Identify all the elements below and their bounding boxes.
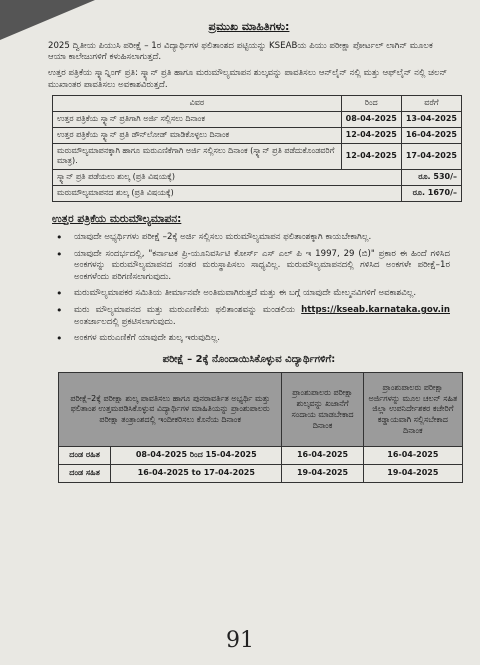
header-update-deadline: ಪರೀಕ್ಷೆ–2ಕ್ಕೆ ಪರೀಕ್ಷಾ ಶುಲ್ಕ ಪಾವತಿಸಲು ಹಾಗೂ ಪುನರಾವರ್ತಿತ ಅಭ್ಯರ್ಥಿ ಮತ್ತು ಫಲಿತಾಂಶ ಉತ್ತಮಪಡಿಸಿಕೊಳ್ಳುವ ವಿದ್ಯಾರ್ಥಿಗಳ ಮಾಹಿತಿಯನ್ನು ಪ್ರಾಂಶುಪಾಲರು ಪರೀಕ್ಷಾ ತಂತ್ರಾಂಶದಲ್ಲಿ ಇಂದೀಕರಿಸಲು ಕೊನೆಯ ದಿನಾಂಕ (59, 373, 282, 447)
fee-label: ಮರುಮೌಲ್ಯಮಾಪನದ ಶುಲ್ಕ (ಪ್ರತಿ ವಿಷಯಕ್ಕೆ) (53, 186, 402, 202)
table-row (53, 143, 462, 170)
table-row (59, 447, 463, 465)
row-payment-date: 16-04-2025 (282, 447, 363, 465)
row-from-date: 12-04-2025 (341, 127, 401, 143)
table-row (59, 465, 463, 483)
header-from: ರಿಂದ (341, 96, 401, 112)
row-submission-date: 16-04-2025 (363, 447, 462, 465)
schedule-table (52, 95, 462, 202)
row-from-date: 08-04-2025 (341, 112, 401, 128)
list-item-tail: ಅಂತರ್ಜಾಲದಲ್ಲಿ ಪ್ರಕಟಿಸಲಾಗುವುದು. (74, 316, 176, 327)
header-treasury-payment: ಪ್ರಾಂಶುಪಾಲರು ಪರೀಕ್ಷಾ ಶುಲ್ಕವನ್ನು ಖಜಾನೆಗೆ ಸಂದಾಯ ಮಾಡಬೇಕಾದ ದಿನಾಂಕ (282, 373, 363, 447)
header-submission-deadline: ಪ್ರಾಂಶುಪಾಲರು ಪರೀಕ್ಷಾ ಅರ್ಜಿಗಳನ್ನು ಮೂಲ ಚಲನ್ ಸಹಿತ ಜಿಲ್ಲಾ ಉಪನಿರ್ದೇಶಕರ ಕಚೇರಿಗೆ ಕಡ್ಡಾಯವಾಗಿ ಸಲ್ಲಿಸಬೇಕಾದ ದಿನಾಂಕ (363, 373, 462, 447)
list-item: • ಮರುಮೌಲ್ಯಮಾಪಕರ ಸಮಿತಿಯ ತೀರ್ಮಾನವೇ ಅಂತಿಮವಾಗಿರುತ್ತದೆ ಮತ್ತು ಈ ಬಗ್ಗೆ ಯಾವುದೇ ಮೇಲ್ಮನವಿಗಳಿಗೆ ಅವಕಾಶವಿಲ್ಲ. (52, 288, 450, 300)
table-row (53, 112, 462, 128)
paragraph-scan-copy: ಉತ್ತರ ಪತ್ರಿಕೆಯ ಸ್ಕ್ಯಾನ್ನಿಂಗ್ ಪ್ರತಿ: ಸ್ಕ್ಯಾನ್ ಪ್ರತಿ ಹಾಗೂ ಮರುಮೌಲ್ಯಮಾಪನ ಶುಲ್ಕವನ್ನು ಪಾವತಿಸಲು ಆನ್‌ಲೈನ್ ನಲ್ಲಿ ಮತ್ತು ಆಫ್‌ಲೈನ್ ನಲ್ಲಿ ಚಲನ್ ಮುಖಾಂತರ ಪಾವತಿಸಲು ಅವಕಾಶವಿರುತ್ತದೆ. (48, 68, 448, 90)
list-item: • ಯಾವುದೇ ಅಭ್ಯರ್ಥಿಗಳು ಪರೀಕ್ಷೆ –2ಕ್ಕೆ ಅರ್ಜಿ ಸಲ್ಲಿಸಲು ಮರುಮೌಲ್ಯಮಾಪನ ಫಲಿತಾಂಶಕ್ಕಾಗಿ ಕಾಯಬೇಕಾಗಿಲ್ಲ. (52, 232, 450, 244)
row-date-range: 08-04-2025 ರಿಂದ 15-04-2025 (111, 447, 282, 465)
row-to-date: 16-04-2025 (401, 127, 461, 143)
row-detail: ಮರುಮೌಲ್ಯಮಾಪನಕ್ಕಾಗಿ ಹಾಗೂ ಮರುಎಣಿಕೆಗಾಗಿ ಅರ್ಜಿ ಸಲ್ಲಿಸಲು ದಿನಾಂಕ (ಸ್ಕ್ಯಾನ್ ಪ್ರತಿ ಪಡೆದುಕೊಂಡವರಿಗೆ ಮಾತ್ರ). (53, 143, 342, 170)
revaluation-list (52, 232, 450, 345)
fee-row (53, 186, 462, 202)
fee-row (53, 170, 462, 186)
handwritten-page-mark: 91 (226, 628, 254, 653)
exam2-schedule-table (58, 372, 463, 483)
fee-amount: ರೂ. 530/– (401, 170, 461, 186)
fee-amount: ರೂ. 1670/– (401, 186, 461, 202)
row-label: ದಂಡ ಸಹಿತ (59, 465, 111, 483)
revaluation-heading: ಉತ್ತರ ಪತ್ರಿಕೆಯ ಮರುಮೌಲ್ಯಮಾಪನ: (52, 212, 182, 225)
table-header-row (59, 373, 463, 447)
list-item-text: ಮರು ಮೌಲ್ಯಮಾಪನದ ಮತ್ತು ಮರುಎಣಿಕೆಯ ಫಲಿತಾಂಶವನ್ನು ಮಂಡಲಿಯ (74, 304, 296, 315)
paragraph-results: 2025 ದ್ವಿತೀಯ ಪಿಯುಸಿ ಪರೀಕ್ಷೆ – 1ರ ವಿದ್ಯಾರ್ಥಿಗಳ ಫಲಿತಾಂಶದ ಪಟ್ಟಿಯನ್ನು KSEABಯ ಪಿಯು ಪರೀಕ್ಷಾ ಪೋರ್ಟಲ್ ಲಾಗಿನ್ ಮೂಲಕ ಆಯಾ ಕಾಲೇಜುಗಳಿಗೆ ಕಳುಹಿಸಲಾಗುತ್ತದೆ. (48, 40, 433, 63)
exam2-heading: ಪರೀಕ್ಷೆ – 2ಕ್ಕೆ ನೊಂದಾಯಿಸಿಕೊಳ್ಳುವ ವಿದ್ಯಾರ್ಥಿಗಳಿಗೆ: (162, 353, 336, 365)
row-from-date: 12-04-2025 (341, 143, 401, 170)
table-row (53, 127, 462, 143)
list-item: • ಯಾವುದೇ ಸಂದರ್ಭದಲ್ಲಿ, "ಕರ್ನಾಟಕ ಪ್ರಿ-ಯೂನಿವರ್ಸಿಟಿ ಕೋರ್ಸ್ ಎಸ್ ಎಲ್ ಪಿ ಇ 1997, 29 (ಬಿ)" ಪ್ರಕಾರ ಈ ಹಿಂದೆ ಗಳಿಸಿದ ಅಂಕಗಳನ್ನು ಮರುಮೌಲ್ಯಮಾಪನದ ನಂತರ ಮರುಸ್ಥಾಪಿಸಲು ಸಾಧ್ಯವಿಲ್ಲ. ಮರುಮೌಲ್ಯಮಾಪನದಲ್ಲಿ ಗಳಿಸಿದ ಅಂಕಗಳೇ ಪರೀಕ್ಷೆ–1ರ ಅಂಕಗಳೆಂದು ಪರಿಗಣಿಸಲಾಗುವುದು. (52, 249, 450, 284)
row-payment-date: 19-04-2025 (282, 465, 363, 483)
row-to-date: 17-04-2025 (401, 143, 461, 170)
row-submission-date: 19-04-2025 (363, 465, 462, 483)
kseab-website-link[interactable]: https://kseab.karnataka.gov.in (301, 304, 450, 315)
row-date-range: 16-04-2025 to 17-04-2025 (111, 465, 282, 483)
header-detail: ವಿವರ (53, 96, 342, 112)
table-header-row (53, 96, 462, 112)
row-to-date: 13-04-2025 (401, 112, 461, 128)
list-item (52, 305, 450, 328)
fee-label: ಸ್ಕ್ಯಾನ್ ಪ್ರತಿ ಪಡೆಯಲು ಶುಲ್ಕ (ಪ್ರತಿ ವಿಷಯಕ್ಕೆ) (53, 170, 402, 186)
header-to: ವರೆಗೆ (401, 96, 461, 112)
row-detail: ಉತ್ತರ ಪತ್ರಿಕೆಯ ಸ್ಕ್ಯಾನ್ ಪ್ರತಿ ಡೌನ್‌ಲೋಡ್ ಮಾಡಿಕೊಳ್ಳಲು ದಿನಾಂಕ (53, 127, 342, 143)
row-detail: ಉತ್ತರ ಪತ್ರಿಕೆಯ ಸ್ಕ್ಯಾನ್ ಪ್ರತಿಗಾಗಿ ಅರ್ಜಿ ಸಲ್ಲಿಸಲು ದಿನಾಂಕ (53, 112, 342, 128)
page-title: ಪ್ರಮುಖ ಮಾಹಿತಿಗಳು: (208, 20, 290, 33)
row-label: ದಂಡ ರಹಿತ (59, 447, 111, 465)
list-item: • ಅಂಕಗಳ ಮರುಎಣಿಕೆಗೆ ಯಾವುದೇ ಶುಲ್ಕ ಇರುವುದಿಲ್ಲ. (52, 333, 450, 345)
